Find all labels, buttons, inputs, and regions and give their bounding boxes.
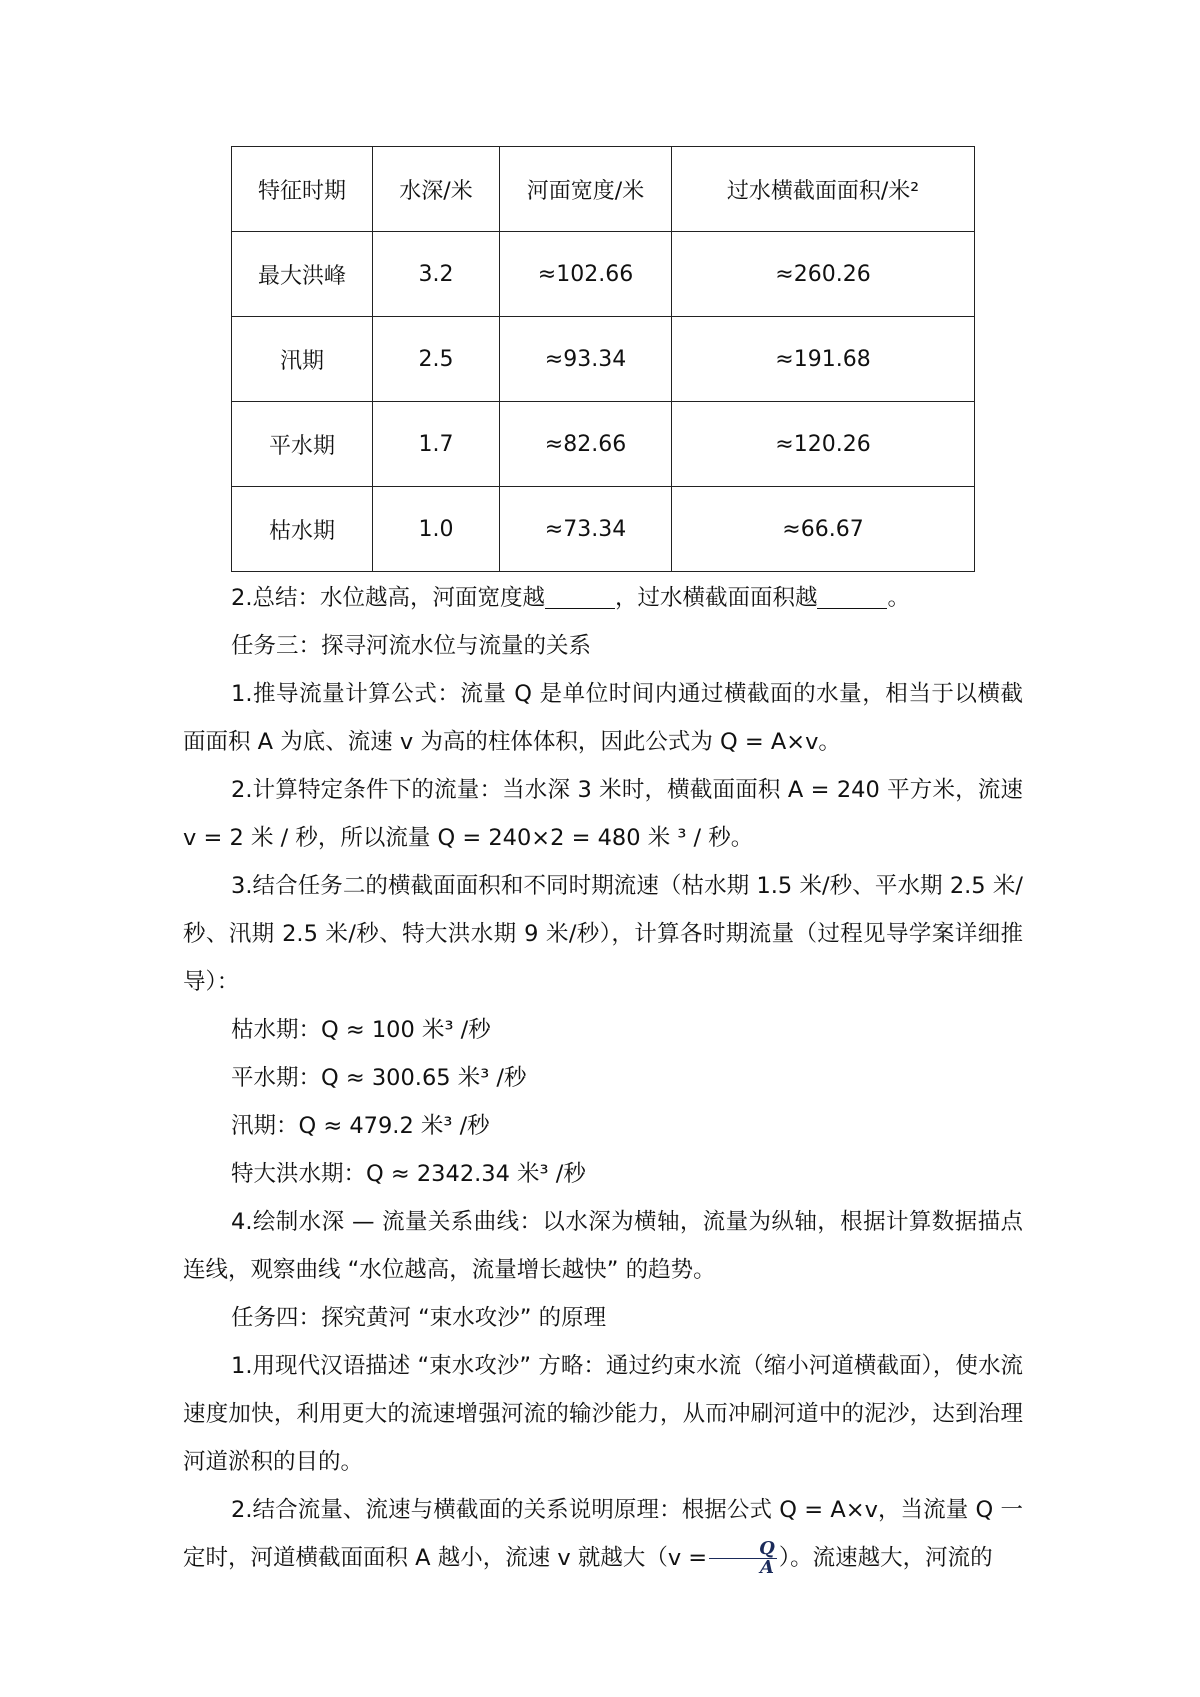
summary-part1: 2.总结：水位越高，河面宽度越 [231,585,545,611]
table-row [232,402,975,487]
table-header-cell: 河面宽度/米 [500,147,672,232]
table-row [232,487,975,572]
task4-title: 任务四：探究黄河 “束水攻沙” 的原理 [231,1305,607,1331]
table-header-row [232,147,975,232]
task3-title: 任务三：探寻河流水位与流量的关系 [231,633,592,659]
flow-result-item: 特大洪水期：Q ≈ 2342.34 米³ /秒 [231,1161,586,1187]
table-header-cell: 水深/米 [373,147,500,232]
flow-result-item: 汛期：Q ≈ 479.2 米³ /秒 [231,1113,490,1139]
summary-line [183,574,1023,622]
table-cell: 1.7 [373,402,500,487]
table-cell: ≈73.34 [500,487,672,572]
task4-paragraph-2 [183,1486,1023,1582]
task4-paragraph-1: 1.用现代汉语描述 “束水攻沙” 方略：通过约束水流（缩小河道横截面），使水流速度加快，利用更大的流速增强河流的输沙能力，从而冲刷河道中的泥沙，达到治理河道淤积的目的。 [183,1353,1023,1475]
table-cell: ≈102.66 [500,232,672,317]
table-cell: 平水期 [232,402,373,487]
table-cell: ≈93.34 [500,317,672,402]
flow-result-item: 枯水期：Q ≈ 100 米³ /秒 [231,1017,491,1043]
table-cell: ≈120.26 [672,402,975,487]
fraction-denominator: A [760,1557,774,1578]
answer-blank [545,586,615,609]
table-cell: ≈66.67 [672,487,975,572]
task3-paragraph-2: 2.计算特定条件下的流量：当水深 3 米时，横截面面积 A = 240 平方米，流速 v = 2 米 / 秒，所以流量 Q = 240×2 = 480 米 ³ / 秒。 [183,777,1023,851]
table-header-cell: 过水横截面面积/米² [672,147,975,232]
table-cell: 2.5 [373,317,500,402]
table-cell: ≈191.68 [672,317,975,402]
velocity-fraction [709,1540,777,1577]
table-header-cell: 特征时期 [232,147,373,232]
river-data-table [231,146,975,572]
flow-result-item: 平水期：Q ≈ 300.65 米³ /秒 [231,1065,527,1091]
answer-blank [817,586,887,609]
table-cell: 汛期 [232,317,373,402]
table-cell: 1.0 [373,487,500,572]
task4-paragraph-2-text-a: 2.结合流量、流速与横截面的关系说明原理：根据公式 Q = A×v，当流量 Q 一定时，河道横截面面积 A 越小，流速 v 就越大（v = [183,1497,1023,1571]
task3-paragraph-3: 3.结合任务二的横截面面积和不同时期流速（枯水期 1.5 米/秒、平水期 2.5 米/秒、汛期 2.5 米/秒、特大洪水期 9 米/秒），计算各时期流量（过程见导学案详细推导）： [183,873,1023,995]
table-cell: 枯水期 [232,487,373,572]
table-cell: 3.2 [373,232,500,317]
task3-paragraph-1: 1.推导流量计算公式：流量 Q 是单位时间内通过横截面的水量，相当于以横截面面积 A 为底、流速 v 为高的柱体体积，因此公式为 Q = A×v。 [183,681,1023,755]
table-row [232,317,975,402]
task3-paragraph-4: 4.绘制水深 — 流量关系曲线：以水深为横轴，流量为纵轴，根据计算数据描点连线，观察曲线 “水位越高，流量增长越快” 的趋势。 [183,1209,1023,1283]
table-cell: 最大洪峰 [232,232,373,317]
table-cell: ≈82.66 [500,402,672,487]
summary-part2: ，过水横截面面积越 [614,585,818,611]
task4-paragraph-2-text-b: ）。流速越大，河流的 [778,1545,993,1571]
fraction-numerator: Q [709,1540,777,1559]
summary-part3: 。 [887,585,910,611]
table-cell: ≈260.26 [672,232,975,317]
table-row [232,232,975,317]
